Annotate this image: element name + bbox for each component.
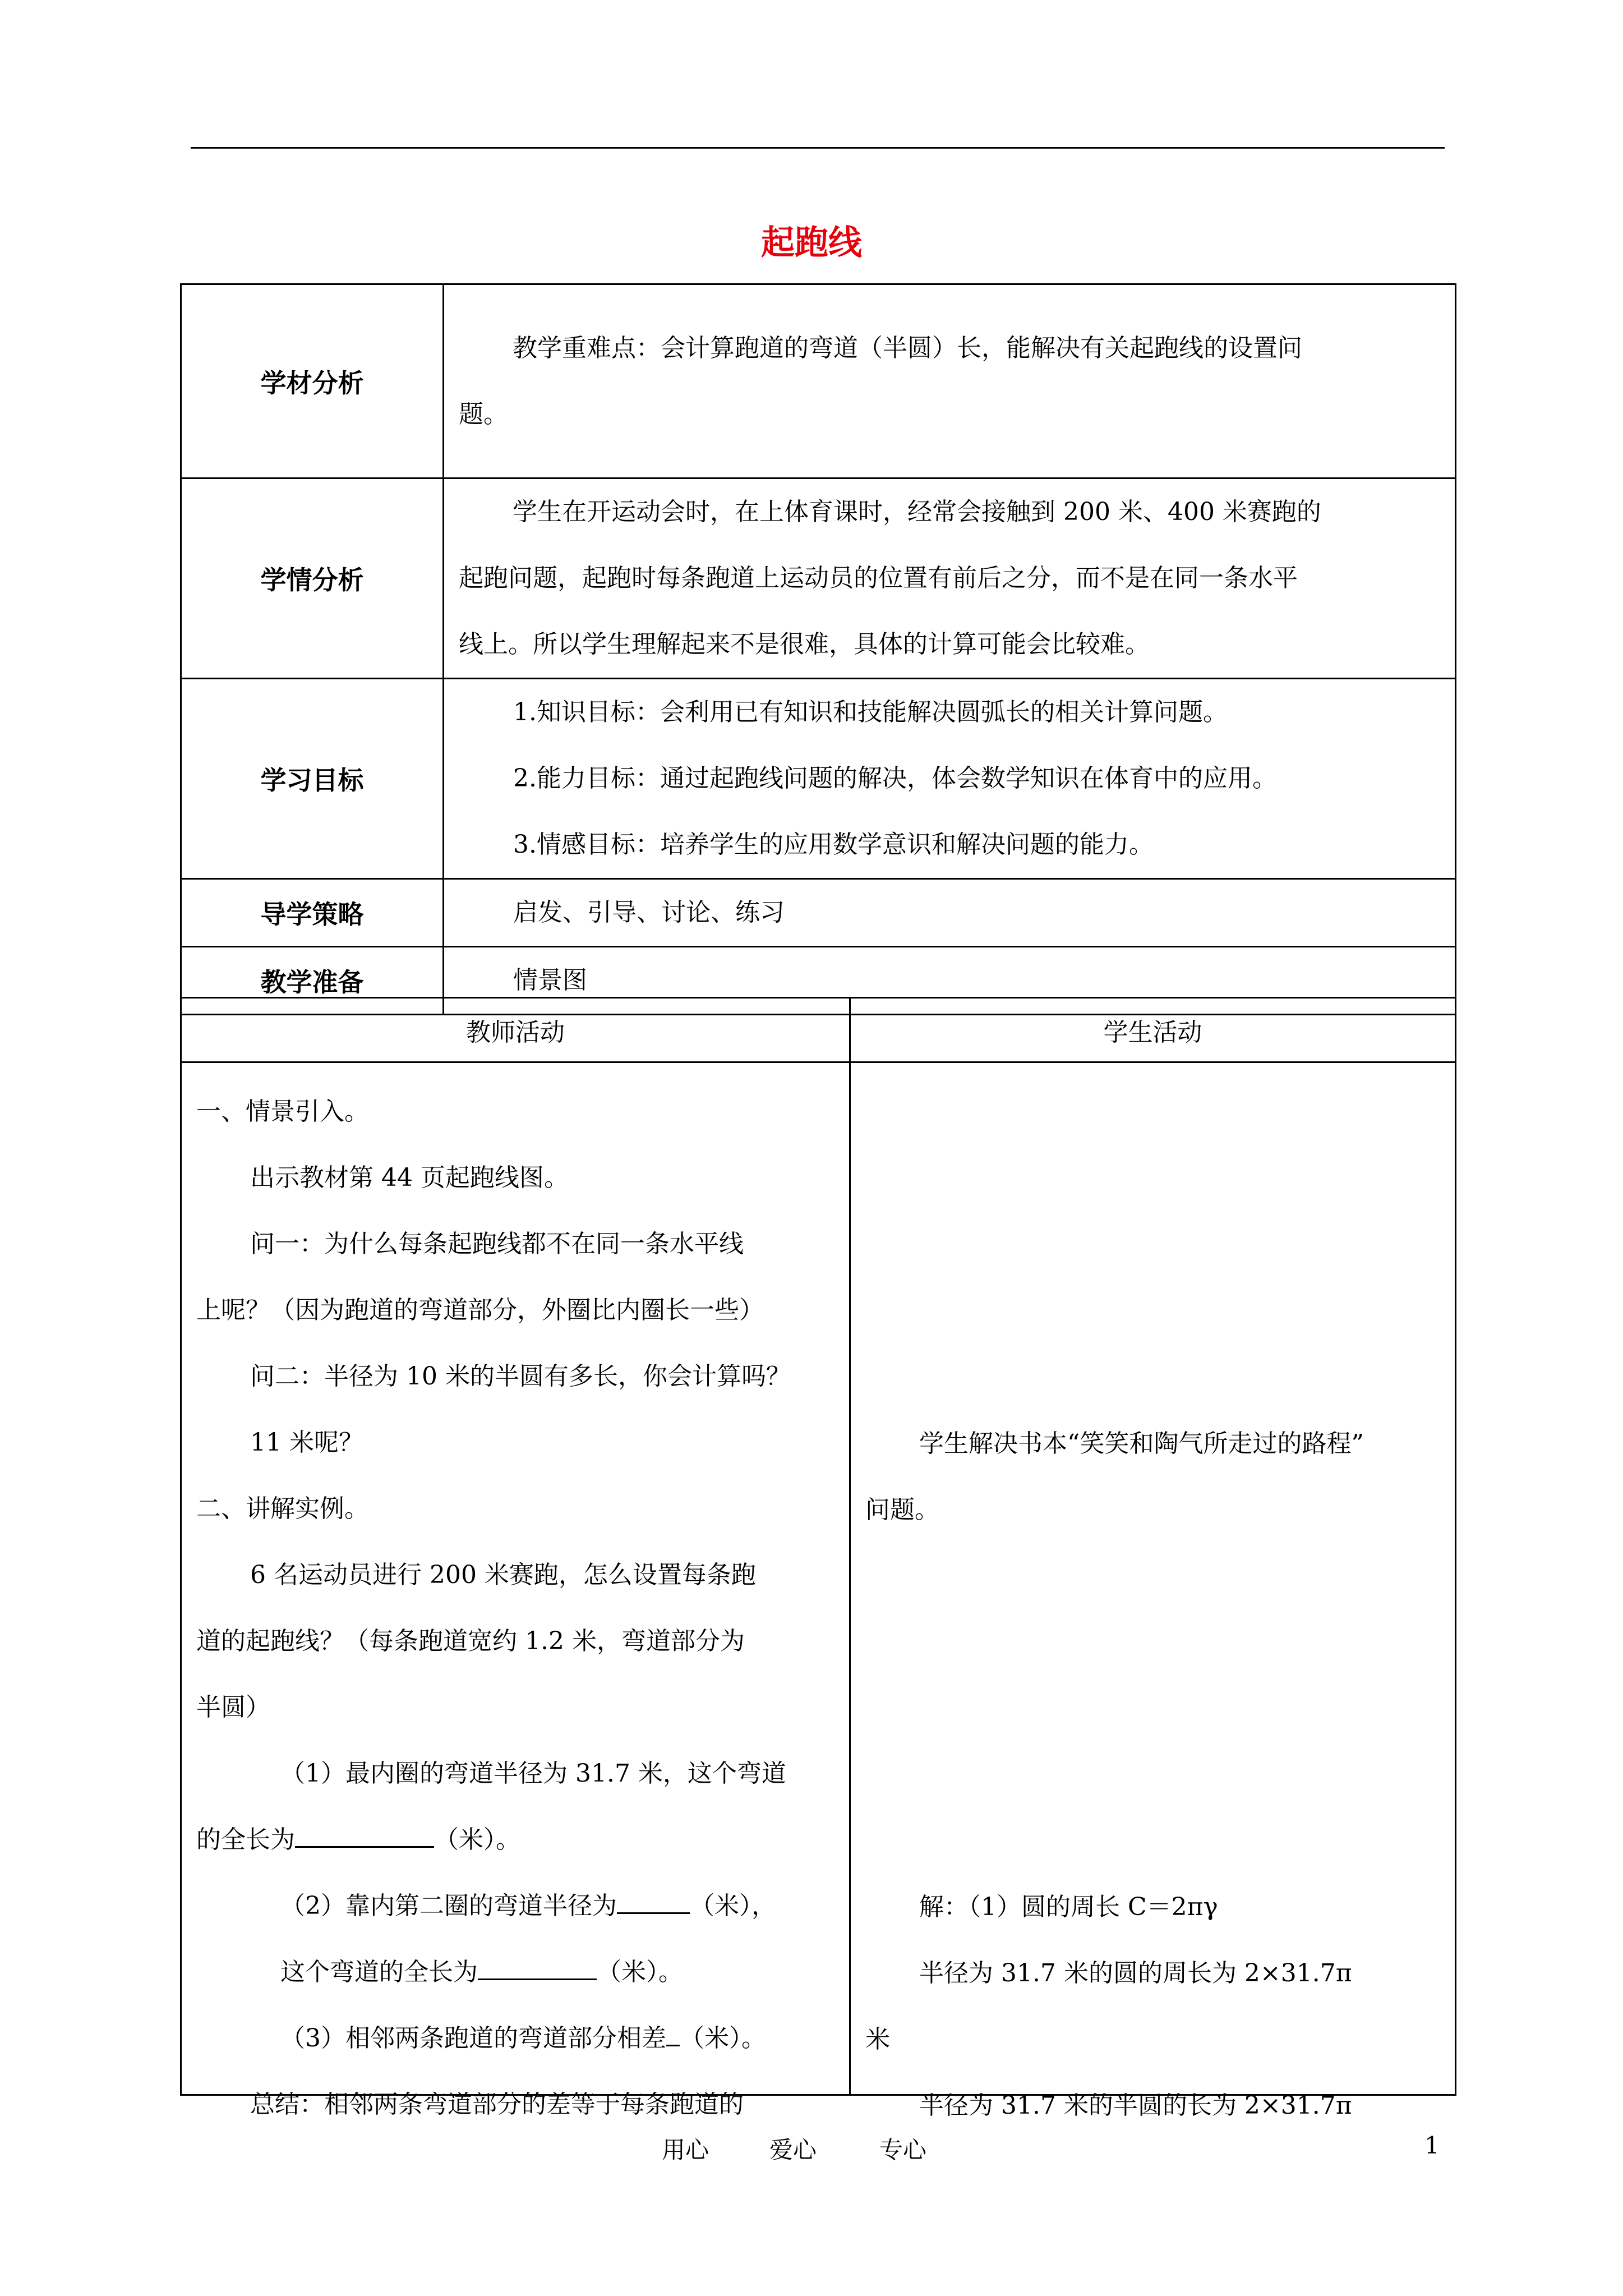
row-label: 学情分析 <box>181 478 444 679</box>
teacher-activity-cell <box>181 1062 850 2119</box>
content-line: 情景图 <box>513 966 587 995</box>
content-line: 3.情感目标：培养学生的应用数学意识和解决问题的能力。 <box>513 830 1154 859</box>
teacher-line: 半圆） <box>196 1693 270 1722</box>
info-table <box>180 283 1456 1015</box>
teacher-line <box>196 1807 838 1873</box>
content-line: 题。 <box>459 399 508 429</box>
activity-table <box>180 997 1456 2120</box>
page-title: 起跑线 <box>761 223 862 263</box>
answer-blank <box>617 1892 690 1914</box>
footer-text: 用心 <box>662 2136 709 2164</box>
answer-blank <box>295 1826 434 1848</box>
row-label: 学材分析 <box>181 284 444 478</box>
content-line: 起跑问题，起跑时每条跑道上运动员的位置有前后之分，而不是在同一条水平 <box>459 564 1298 592</box>
row-label: 教学准备 <box>181 947 444 1015</box>
line-text: （米）， <box>690 1892 776 1920</box>
answer-blank <box>666 2024 680 2046</box>
row-content <box>444 679 1456 879</box>
footer-text: 爱心 <box>769 2136 817 2164</box>
teacher-line: （1）最内圈的弯道半径为 31.7 米，这个弯道 <box>280 1759 786 1788</box>
row-label: 学习目标 <box>181 679 444 879</box>
answer-blank <box>478 1958 597 1980</box>
activity-header-row <box>181 998 1456 1062</box>
row-label: 导学策略 <box>181 879 444 947</box>
teacher-line: 11 米呢？ <box>250 1428 363 1457</box>
line-text: （米）。 <box>680 2024 766 2053</box>
student-line: 问题。 <box>865 1496 939 1524</box>
content-line: 教学重难点：会计算跑道的弯道（半圆）长，能解决有关起跑线的设置问 <box>513 333 1302 362</box>
line-text: （3）相邻两条跑道的弯道部分相差 <box>280 2024 666 2053</box>
student-line: 学生解决书本“笑笑和陶气所走过的路程” <box>919 1429 1364 1458</box>
teacher-line: 二、讲解实例。 <box>196 1494 369 1523</box>
info-row <box>181 478 1456 679</box>
teacher-line <box>196 2005 838 2072</box>
line-text: 的全长为 <box>196 1825 295 1854</box>
info-row <box>181 879 1456 947</box>
activity-body-row <box>181 1062 1456 2095</box>
footer-text: 专心 <box>879 2136 927 2164</box>
info-row <box>181 284 1456 478</box>
student-line: 解：（1）圆的周长 C＝2πγ <box>919 1893 1218 1921</box>
row-content <box>444 284 1456 478</box>
content-line: 学生在开运动会时，在上体育课时，经常会接触到 200 米、400 米赛跑的 <box>513 498 1321 526</box>
student-activity-cell <box>850 1062 1456 2120</box>
content-line: 启发、引导、讨论、练习 <box>513 898 785 927</box>
teacher-line: 总结：相邻两条弯道部分的差等于每条跑道的 <box>250 2090 744 2119</box>
teacher-line <box>196 1873 838 1939</box>
teacher-line: 一、情景引入。 <box>196 1097 369 1126</box>
student-line: 半径为 31.7 米的圆的周长为 2×31.7π <box>919 1959 1352 1987</box>
teacher-line <box>196 1939 838 2005</box>
content-line: 2.能力目标：通过起跑线问题的解决，体会数学知识在体育中的应用。 <box>513 764 1277 793</box>
teacher-line: 问二：半径为 10 米的半圆有多长，你会计算吗？ <box>250 1362 791 1391</box>
teacher-line: 出示教材第 44 页起跑线图。 <box>250 1163 569 1192</box>
line-text: （米）。 <box>597 1958 683 1986</box>
info-row <box>181 679 1456 879</box>
line-text: （米）。 <box>434 1825 520 1854</box>
content-line: 1.知识目标：会利用已有知识和技能解决圆弧长的相关计算问题。 <box>513 698 1228 726</box>
header-rule <box>191 147 1445 149</box>
content-line: 线上。所以学生理解起来不是很难，具体的计算可能会比较难。 <box>459 630 1150 659</box>
row-content <box>444 879 1456 947</box>
line-text: （2）靠内第二圈的弯道半径为 <box>280 1892 617 1920</box>
teacher-line: 问一：为什么每条起跑线都不在同一条水平线 <box>250 1230 744 1258</box>
student-line: 米 <box>865 2025 890 2054</box>
teacher-line: 6 名运动员进行 200 米赛跑，怎么设置每条跑 <box>250 1561 756 1589</box>
student-activity-header: 学生活动 <box>850 998 1456 1062</box>
teacher-line: 道的起跑线？（每条跑道宽约 1.2 米，弯道部分为 <box>196 1627 745 1655</box>
teacher-line: 上呢？（因为跑道的弯道部分，外圈比内圈长一些） <box>196 1296 764 1324</box>
teacher-activity-header: 教师活动 <box>181 998 850 1062</box>
page-number: 1 <box>1424 2132 1440 2159</box>
row-content <box>444 478 1456 679</box>
line-text: 这个弯道的全长为 <box>280 1958 478 1986</box>
student-line: 半径为 31.7 米的半圆的长为 2×31.7π <box>919 2091 1352 2120</box>
